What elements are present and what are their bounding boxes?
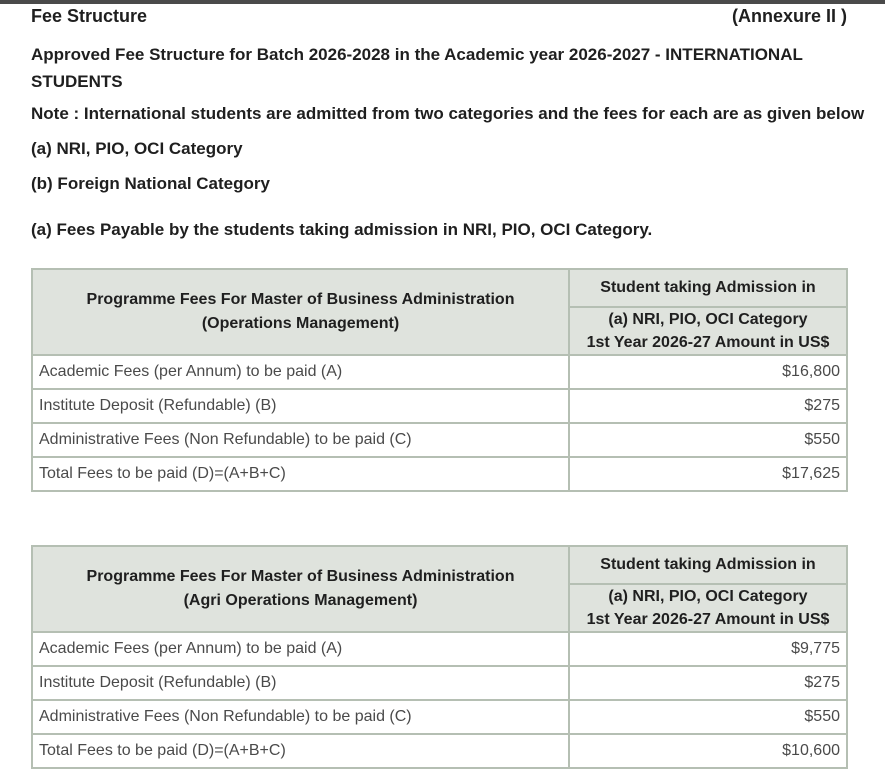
programme-name: Programme Fees For Master of Business Administration — [86, 568, 515, 585]
fee-label-cell: Academic Fees (per Annum) to be paid (A) — [32, 355, 569, 389]
table-row — [32, 355, 847, 389]
fee-amount-cell: $550 — [569, 700, 847, 734]
fee-amount-cell: $550 — [569, 423, 847, 457]
fee-label-cell: Administrative Fees (Non Refundable) to be paid (C) — [32, 700, 569, 734]
table-row — [32, 700, 847, 734]
category-a-text: (a) NRI, PIO, OCI Category — [31, 139, 243, 158]
category-b-text: (b) Foreign National Category — [31, 174, 270, 193]
fee-label-cell: Institute Deposit (Refundable) (B) — [32, 666, 569, 700]
table-header-row — [32, 269, 847, 307]
amount-header-line: 1st Year 2026-27 Amount in US$ — [586, 334, 830, 351]
category-header-line: (a) NRI, PIO, OCI Category — [608, 311, 808, 328]
amount-header-line: 1st Year 2026-27 Amount in US$ — [586, 611, 830, 628]
table-row — [32, 423, 847, 457]
fee-label-cell: Administrative Fees (Non Refundable) to be paid (C) — [32, 423, 569, 457]
fee-label-cell: Total Fees to be paid (D)=(A+B+C) — [32, 734, 569, 768]
annexure-label: (Annexure II ) — [731, 6, 847, 26]
fee-label-cell: Institute Deposit (Refundable) (B) — [32, 389, 569, 423]
fee-amount-cell: $275 — [569, 666, 847, 700]
section-a-title: (a) Fees Payable by the students taking admission in NRI, PIO, OCI Category. — [31, 220, 653, 239]
programme-specialization: (Operations Management) — [201, 315, 400, 332]
programme-header-cell — [32, 269, 569, 355]
note-text: Note : International students are admitted from two categories and the fees for each are as given below — [31, 104, 865, 123]
fee-table-operations — [31, 268, 848, 492]
table-row — [32, 457, 847, 491]
fee-amount-cell: $9,775 — [569, 632, 847, 666]
fee-amount-cell: $17,625 — [569, 457, 847, 491]
fee-amount-cell: $275 — [569, 389, 847, 423]
category-header-cell — [569, 307, 847, 355]
fee-table-agri-operations — [31, 545, 848, 769]
table-row — [32, 666, 847, 700]
fee-label-cell: Academic Fees (per Annum) to be paid (A) — [32, 632, 569, 666]
table-row — [32, 734, 847, 768]
programme-name: Programme Fees For Master of Business Administration — [86, 291, 515, 308]
table-header-row — [32, 546, 847, 584]
category-header-cell — [569, 584, 847, 632]
admission-header-cell: Student taking Admission in — [569, 546, 847, 584]
admission-header-cell: Student taking Admission in — [569, 269, 847, 307]
table-row — [32, 632, 847, 666]
fee-amount-cell: $16,800 — [569, 355, 847, 389]
page-title: Fee Structure — [31, 6, 148, 26]
fee-structure-heading: Approved Fee Structure for Batch 2026-2028 in the Academic year 2026-2027 - INTERNATIONAL STUDENTS — [31, 45, 803, 91]
table-row — [32, 389, 847, 423]
top-border — [0, 0, 885, 4]
category-header-line: (a) NRI, PIO, OCI Category — [608, 588, 808, 605]
fee-amount-cell: $10,600 — [569, 734, 847, 768]
programme-specialization: (Agri Operations Management) — [183, 592, 418, 609]
fee-label-cell: Total Fees to be paid (D)=(A+B+C) — [32, 457, 569, 491]
programme-header-cell — [32, 546, 569, 632]
